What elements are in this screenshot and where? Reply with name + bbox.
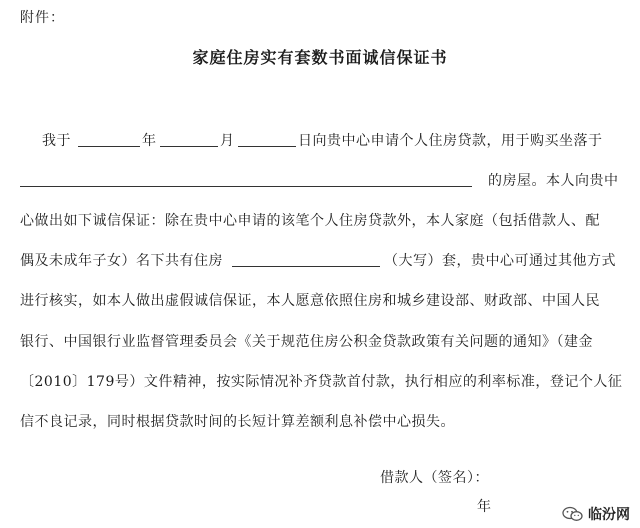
month-blank (160, 146, 218, 147)
line7: 〔2010〕179号）文件精神，按实际情况补齐贷款首付款，执行相应的利率标准，登记个人征 (20, 374, 623, 390)
line1-rest: 日向贵中心申请个人住房贷款，用于购买坐落于 (298, 133, 603, 149)
attachment-label: 附件： (20, 10, 65, 26)
line3: 心做出如下诚信保证：除在贵中心申请的该笔个人住房贷款外，本人家庭（包括借款人、配 (20, 213, 600, 229)
line4-start: 偶及未成年子女）名下共有住房 (20, 253, 223, 269)
watermark (562, 504, 630, 524)
line1-year: 年 (142, 133, 157, 149)
line5: 进行核实，如本人做出虚假诚信保证，本人愿意依照住房和城乡建设部、财政部、中国人民 (20, 293, 600, 309)
watermark-text: 临汾网 (588, 507, 630, 523)
day-blank (238, 146, 296, 147)
date-year-label: 年 (477, 499, 492, 515)
line1-start: 我于 (42, 133, 71, 149)
line4-end: （大写）套，贵中心可通过其他方式 (384, 253, 616, 269)
document-title: 家庭住房实有套数书面诚信保证书 (192, 48, 448, 67)
signature-label: 借款人（签名）： (380, 470, 489, 486)
year-blank (78, 146, 140, 147)
housing-count-blank (232, 266, 380, 267)
address-blank (20, 186, 472, 187)
line2-tail: 的房屋。本人向贵中 (488, 173, 619, 189)
wechat-icon (562, 506, 584, 522)
line6: 银行、中国银行业监督管理委员会《关于规范住房公积金贷款政策有关问题的通知》（建金 (20, 334, 593, 350)
line8: 信不良记录，同时根据贷款时间的长短计算差额利息补偿中心损失。 (20, 414, 455, 430)
line1-month: 月 (220, 133, 235, 149)
